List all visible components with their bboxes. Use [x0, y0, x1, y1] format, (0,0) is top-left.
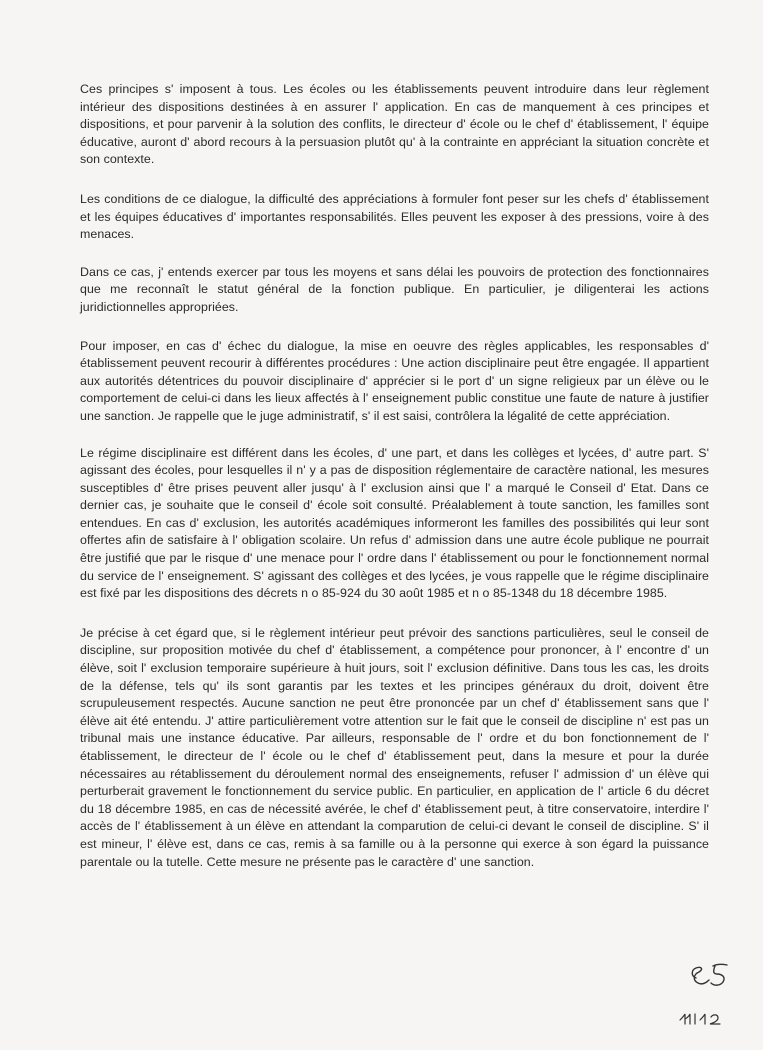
paragraph-5: Le régime disciplinaire est différent dans les écoles, d' une part, et dans les collèges et lycées, d' autre part. S' agissant des écoles, pour lesquelles il n' y a pas de disposition réglementaire de caractère national, les mesures susceptibles d' être prises peuvent aller jusqu' à l' exclusion ainsi que l' a marqué le Conseil d' Etat. Dans ce dernier cas, je souhaite que le conseil d' école soit consulté. Préalablement à toute sanction, les familles sont entendues. En cas d' exclusion, les autorités académiques informeront les familles des possibilités qui leur sont offertes afin de satisfaire à l' obligation scolaire. Un refus d' admission dans une autre école publique ne pourrait être justifié que par le risque d' une menace pour l' ordre dans l' établissement ou pour le fonctionnement normal du service de l' enseignement. S' agissant des collèges et des lycées, je vous rappelle que le régime disciplinaire est fixé par les dispositions des décrets n o 85-924 du 30 août 1985 et n o 85-1348 du 18 décembre 1985. [80, 445, 709, 601]
handwritten-initials-icon [682, 956, 742, 996]
paragraph-1: Ces principes s' imposent à tous. Les écoles ou les établissements peuvent introduire dans leur règlement intérieur des dispositions destinées à en assurer l' application. En cas de manquement à ces principes et dispositions, et pour parvenir à la solution des conflits, le directeur d' école ou le chef d' établissement, l' équipe éducative, auront d' abord recours à la persuasion plutôt qu' à la contrainte en appréciant la situation concrète et son contexte. [80, 82, 709, 167]
paragraph-6: Je précise à cet égard que, si le règlement intérieur peut prévoir des sanctions particulières, seul le conseil de discipline, sur proposition motivée du chef d' établissement, a compétence pour prononcer, à l' encontre d' un élève, soit l' exclusion temporaire supérieure à huit jours, soit l' exclusion définitive. Dans tous les cas, les droits de la défense, tels qu' ils sont garantis par les textes et les principes généraux du droit, doivent être scrupuleusement respectés. Aucune sanction ne peut être prononcée par un chef d' établissement sans que l' élève ait été entendu. J' attire particulièrement votre attention sur le fait que le conseil de discipline n' est pas un tribunal mais une instance éducative. Par ailleurs, responsable de l' ordre et du bon fonctionnement de l' établissement, le directeur de l' école ou le chef d' établissement peut, dans la mesure et pour la durée nécessaires au rétablissement du déroulement normal des enseignements, refuser l' admission d' un élève qui perturberait gravement le fonctionnement du service public. En particulier, en application de l' article 6 du décret du 18 décembre 1985, en cas de nécessité avérée, le chef d' établissement peut, à titre conservatoire, interdire l' accès de l' établissement à un élève en attendant la comparution de celui-ci devant le conseil de discipline. S' il est mineur, l' élève est, dans ce cas, remis à sa famille ou à la personne qui exerce à son égard la puissance parentale ou la tutelle. Cette mesure ne présente pas le caractère d' une sanction. [80, 625, 709, 869]
paragraph-3: Dans ce cas, j' entends exercer par tous les moyens et sans délai les pouvoirs de protection des fonctionnaires que me reconnaît le statut général de la fonction publique. En particulier, je diligenterai les actions juridictionnelles appropriées. [80, 264, 709, 314]
document-body [80, 81, 709, 893]
paragraph-2: Les conditions de ce dialogue, la difficulté des appréciations à formuler font peser sur les chefs d' établissement et les équipes éducatives d' importantes responsabilités. Elles peuvent les exposer à des pressions, voire à des menaces. [80, 191, 709, 242]
handwritten-page-number-icon [676, 1006, 736, 1030]
paragraph-4: Pour imposer, en cas d' échec du dialogue, la mise en oeuvre des règles applicables, les responsables d' établissement peuvent recourir à différentes procédures : Une action disciplinaire peut être engagée. Il appartient aux autorités détentrices du pouvoir disciplinaire d' apprécier si le port d' un signe religieux par un élève ou le comportement de celui-ci dans les lieux affectés à l' enseignement public constitue une faute de nature à justifier une sanction. Je rappelle que le juge administratif, s' il est saisi, contrôlera la légalité de cette appréciation. [80, 338, 709, 423]
